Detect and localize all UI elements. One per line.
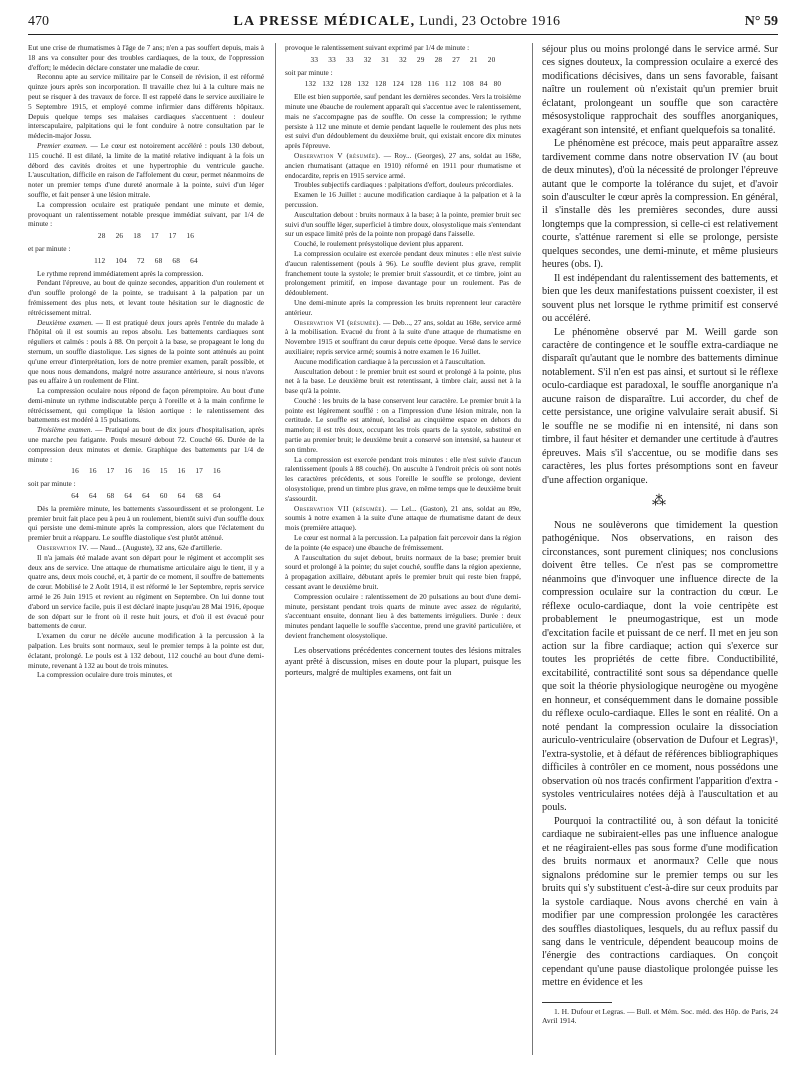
section-lead: Deuxième examen. [37,317,94,327]
paragraph [285,504,521,533]
paragraph [28,141,264,200]
paragraph: Couché, le roulement présystolique devient plus apparent. [294,239,464,249]
paragraph: A l'auscultation du sujet debout, bruits normaux de la base; premier bruit sourd et prolongé à la pointe; du sujet couché, souffle dans la région apexienne, à propagation axillaire, débutant après le premier bruit qui reste bien frappé, cessant avant le deuxième bruit. [285,552,521,592]
issue-number: N° 59 [744,14,778,29]
paragraph-text: — Lel... (Gaston), 21 ans, soldat au 89e, soumis à notre examen à la suite d'une attaque de rhumatisme datant de deux mois (première attaque). [285,503,521,533]
paragraph [285,318,521,357]
paragraph: Il n'a jamais été malade avant son départ pour le régiment et accomplit ses deux ans de service. Une attaque de rhumatisme articulaire aigu le tient, il y a quatre ans, deux mois couché, et, à partir de ce moment, il souffre de battements de cœur. Mobilisé le 2 Août 1914, il est réformé le 1er Septembre, repris service armé le 26 Juin 1915 et revient au régiment en Septembre. On lui donne tout d'abord un service facile, puis il est déclaré inapte jusqu'au 28 Mai 1916, époque de son départ sur le front où il reste huit jours, et d'où il est évacué pour battements de cœur. [28,552,264,631]
masthead [233,14,560,30]
paragraph: La compression oculaire dure trois minutes, et [37,670,173,680]
paragraph: L'examen du cœur ne décèle aucune modification à la percussion à la palpation. Les bruits sont normaux, seul le premier temps à la pointe est dur, éclatant, prolongé. Le pouls est à 132 debout, 112 couché au bout d'une demi-minute, revenant à 132 au bout de trois minutes. [28,631,264,670]
paragraph: Pendant l'épreuve, au bout de quinze secondes, apparition d'un roulement et d'un souffle prolongé de la pointe, se traduisant à la palpation par un frémissement des plus nets, et levant toute hésitation sur le diagnostic de rétrécissement mitral. [28,278,264,317]
paragraph: soit par minute : [285,67,333,77]
footnote: 1. H. Dufour et Legras. — Bull. et Mém. Soc. méd. des Hôp. de Paris, 24 Avril 1914. [542,1006,778,1026]
paragraph: Nous ne soulèverons que timidement la question pathogénique. Nos observations, en raison des circonstances, sont purement cliniques; nos conclusions doivent être telles. Ce n'est pas se compromettre néanmoins que d'invoquer une influence directe de la compression oculaire sur la contraction du cœur. Le réflexe oculo-cardiaque, dont la voie centripète est probablement le pneumogastrique, est un mode d'excitation facile et puissant de ce nerf. Il met en jeu son action sur la fibre cardiaque; action qui s'exerce sur toutes les propriétés de cette fibre. Conductibilité, excitabilité, contractilité sont sous sa dépendance quelle que soit la théorie physiologique neurogène ou myogène en honneur, et conséquemment dans le domaine possible du réflexe oculo-cardiaque. Elles le sont en réalité. On a noté pendant la compression oculaire la dissociation auriculo-ventriculaire (observation de Dufour et Legras)¹, l'extra-systolie, et à défaut de références bibliographiques difficiles à contrôler en ce moment, nous possédons une observation où nos tracés confirment l'apparition d'extra - systoles ventriculaires notées déjà à l'auscultation et au pouls. [542,519,778,814]
paragraph: Auscultation debout : bruits normaux à la base; à la pointe, premier bruit sec suivi d'un souffle léger, superficiel à timbre doux, olosystolique mais s'entendant sur un espace limité près de la pointe non propagé dans l'aisselle. [285,209,521,239]
paragraph: Le phénomène est précoce, mais peut apparaître assez tardivement comme dans notre observation IV (au bout de deux minutes), d'où la nécessité de prolonger l'épreuve autant que le comporte la tolérance du sujet, et d'avoir soin d'ausculter le cœur après la compression. En général, il s'installe dès les premières secondes, dure aussi longtemps que la compression, si celle-ci est relativement courte, s'atténue rarement si elle se prolonge, persiste quelques secondes, une demi-minute, et même plusieurs heures (obs. I). [542,138,778,271]
paragraph: Le phénomène observé par M. Weill garde son caractère de contingence et le souffle extra-cardiaque ne disparaît qu'autant que le nombre des battements diminue notablement. S'il n'en est pas ainsi, et surtout si le réflexe oculo-cardiaque est paradoxal, le souffle anorganique n'a aucune raison de disparaître. Lui accorder, du chef de cette persistance, une origine valvulaire serait abusif. Si le souffle ne se modifie ni en intensité, ni dans son timbre, il faut hésiter et demander une certitude à d'autres épreuves. Mais s'il s'accentue, ou se modifie dans ses caractères, les plus fortes présomptions sont en faveur d'une affection organique. [542,326,778,486]
paragraph-text: — Naud... (Auguste), 32 ans, 62e d'artillerie. [88,543,222,553]
paragraph: Le cœur est normal à la percussion. La palpation fait percevoir dans la région de la pointe (4e espace) une ébauche de frémissement. [285,533,521,552]
paragraph: Reconnu apte au service militaire par le Conseil de révision, il est réformé quinze jours après son incorporation. Il travaille chez lui à la culture mais ne peut se risquer à des travaux de force. Il est rappelé dans le service auxiliaire le 5 Septembre 1915, et employé comme infirmier dans différents hôpitaux. Depuis quelque temps ses malaises cardiaques s'accentuent : douleur interscapulaire, palpitations qui le font conduire à notre consultation par le médecin-major Jossu. [28,72,264,141]
paragraph [285,151,521,180]
pulse-series: 16 16 17 16 16 15 16 17 16 [71,466,221,476]
asterism-divider: ⁂ [652,493,668,509]
paragraph: séjour plus ou moins prolongé dans le service armé. Sur ces signes douteux, la compression oculaire a exercé des modifications décisives, dans un sens favorable, faisant naître un roulement où n'existait qu'un premier bruit éclatant, prolongeant un souffle que son caractère mésosystolique rapprochait des souffles anorganiques, exagérant son intensité, et enfiant quelquefois sa tonalité. [542,44,778,136]
paragraph-text: — Roy... (Georges), 27 ans, soldat au 168e, ancien rhumatisant (attaque en 1910) réformé en 1911 pour rhumatisme et endocardite, repris en 1915 service armé. [285,150,521,180]
pulse-series: 132 132 128 132 128 124 128 116 112 108 84 80 [304,79,502,89]
journal-title: LA PRESSE MÉDICALE, [233,14,416,29]
pulse-series: 28 26 18 17 17 16 [97,231,195,241]
footnote-rule [542,1002,612,1003]
paragraph: Le rythme reprend immédiatement après la compression. [37,268,204,278]
paragraph: Auscultation debout : le premier bruit est sourd et prolongé à la pointe, plus net à la base. Le deuxième bruit est retentissant, à timbre clair, aussi net à la base qu'à la pointe. [285,366,521,396]
paragraph: Eut une crise de rhumatismes à l'âge de 7 ans; n'en a pas souffert depuis, mais à 18 ans va consulter pour des troubles cardiaques, de la toux, de l'oppression d'effort; le médecin déclare constater une maladie de cœur. [28,43,264,72]
issue-date: Lundi, 23 Octobre 1916 [419,14,561,29]
column-right [532,43,778,1055]
paragraph-text: — Le cœur est notoirement accéléré : pouls 130 debout, 115 couché. Il est dilaté, la limite de la matité relative indiquant à la fois un débord des cavités droites et une hypertrophie du ventricule gauche. L'auscultation, difficile en raison de l'affolement du cœur, permet néanmoins de noter un premier temps d'une dureté anormale à la pointe, suivi d'un léger souffle, et fait penser à une lésion mitrale. [28,140,264,199]
observation-title: Observation V (résumée). [294,150,381,160]
paragraph: Les observations précédentes concernent toutes des lésions mitrales ayant prêté à discussion, mises en doute pour la plupart, puisque les porteurs, malgré de multiples examens, ont fait un [285,645,521,677]
paragraph: Dès la première minute, les battements s'assourdissent et se prolongent. Le premier bruit fait place peu à peu à un roulement, bientôt suivi d'un souffle doux qui persiste une demi-minute après la compression, alors que l'éclatement du premier bruit a réapparu. Le souffle diastolique s'est plutôt atténué. [28,503,264,543]
observation-title: Observation VI (résumée). [294,317,382,327]
paragraph: Elle est bien supportée, sauf pendant les dernières secondes. Vers la troisième minute une ébauche de roulement apparaît qui s'accentue avec le ralentissement, mais ne s'accompagne pas de souffle. On cesse la compression; le rythme persiste à 112 une minute et demie pendant laquelle le roulement des plus nets est suivi d'un dédoublement du deuxième bruit, qui existait encore dix minutes après l'épreuve. [285,92,521,151]
paragraph: La compression oculaire est pratiquée pendant une minute et demie, provoquant un ralentissement notable presque immédiat suivant, par 1/4 de minute : [28,199,264,229]
paragraph: Pourquoi la contractilité ou, à son défaut la tonicité cardiaque ne subiraient-elles pas une influence analogue et ne réagiraient-elles pas sous forme d'une modification des bruits normaux et anormaux? Celle que nous signalons prédomine sur le premier temps ou sur les bruits qui s'y substituent c'est-à-dire sur ceux produits par la systole cardiaque. Nous avons cherché en vain à modifier par une compression prolongée les caractères des souffles diastoliques, lesquels, du au reflux passif du sang dans le ventricule, dépendent beaucoup moins de l'énergie des contractions cardiaques. On conçoit cependant qu'une pause diastolique prolongée puisse les mettre en évidence et les [542,815,778,989]
paragraph: Compression oculaire : ralentissement de 20 pulsations au bout d'une demi-minute, persistant pendant trois quarts de minute avec assez de régularité, s'accentuant ensuite, donnant lieu à des battements irréguliers. Durée : deux minutes pendant laquelle le souffle s'accentue, prend une gravité particulière, et devient franchement olosystolique. [285,591,521,641]
paragraph [28,425,264,464]
paragraph [28,318,264,387]
page-header [28,14,778,35]
paragraph: Aucune modification cardiaque à la percussion et à l'auscultation. [294,356,486,366]
pulse-series: 64 64 68 64 64 60 64 68 64 [71,491,221,501]
paragraph: Il est indépendant du ralentissement des battements, et bien que les deux manifestations puissent coexister, il est souvent plus net lorsque le rythme primitif est conservé ou accéléré. [542,272,778,325]
paragraph: soit par minute : [28,479,76,489]
paragraph: Une demi-minute après la compression les bruits reprennent leur caractère antérieur. [285,297,521,317]
pulse-series: 112 104 72 68 68 64 [94,255,198,265]
section-lead: Troisième examen. [37,425,93,435]
text-columns [28,43,778,1055]
paragraph-text: — Deb..., 27 ans, soldat au 168e, service armé à la mobilisation. Evacué du front à la suite d'une attaque de rhumatisme en Novembre 1915 et souffrant du cœur depuis cette époque. Versé dans le service auxiliaire; repris service armé; soumis à notre examen le 16 Juillet. [285,317,521,356]
paragraph: Couché : les bruits de la base conservent leur caractère. Le premier bruit à la pointe est légèrement soufflé : on a l'impression d'une lésion mitrale, non la certitude. Le souffle est atténué, localisé au cinquième espace en dehors du mamelon; il est très doux, occupant les trois quarts de la systole, substitué en partie au premier bruit; le deuxième bruit a conservé son intensité, sa hauteur et son timbre. [285,395,521,454]
pulse-series: 33 33 33 32 31 32 29 28 27 21 20 [310,54,496,64]
observation-title: Observation VII (résumée). [294,503,387,513]
paragraph: provoque le ralentissement suivant exprimé par 1/4 de minute : [285,43,470,52]
paragraph: La compression oculaire nous répond de façon péremptoire. Au bout d'une demi-minute un rythme indiscutable perçu à l'oreille et à la main confirme le rétrécissement, qui complique la lésion aortique : le ralentissement des battements est modéré à 15 pulsations. [28,386,264,425]
paragraph: Examen le 16 Juillet : aucune modification cardiaque à la palpation et à la percussion. [285,190,521,209]
page-number: 470 [28,14,49,29]
paragraph: La compression est exercée pendant trois minutes : elle n'est suivie d'aucun ralentissement (pouls à 88 couché). On ausculte à l'endroit précis où sont notés les caractères précédents, et sous l'oreille le souffle se prolonge, devient olosystolique, prend un timbre plus grave, en même temps que le deuxième bruit s'assourdit. [285,454,521,503]
paragraph: Troubles subjectifs cardiaques : palpitations d'effort, douleurs précordiales. [294,180,514,190]
paragraph-text: — Pratiqué au bout de dix jours d'hospitalisation, après une marche peu fatigante. Pouls mesuré debout 72. Couché 66. Durée de la compression deux minutes et demie. Graphique des battements par 1/4 de minute : [28,425,264,464]
paragraph: La compression oculaire est exercée pendant deux minutes : elle n'est suivie d'aucun ralentissement (pouls à 96). Le souffle devient plus grave, remplit franchement toute la systole; le premier bruit s'assourdit, et ce timbre, joint au prolongement primitif, en impose davantage pour un roulement. Pas de dédoublement. [285,248,521,298]
section-lead: Premier examen. [37,140,88,150]
observation-title: Observation IV. [37,543,89,553]
paragraph-text: — Il est pratiqué deux jours après l'entrée du malade à l'hôpital où il est soumis au repos absolu. Les battements cardiaques sont réguliers et calmés : pouls à 88. On perçoit à la base, se propageant le long du sternum, un souffle diastolique. Les signes de la pointe sont atténués au point qu'une erreur d'interprétation, lors de notre premier examen, paraît possible, et que nous nous demandons, malgré notre assurance antérieure, si nous n'avons pas eu affaire à un roulement de Flint. [28,317,264,386]
paragraph [28,543,264,553]
paragraph: et par minute : [28,243,71,253]
column-middle [275,43,521,1055]
column-left [28,43,264,1055]
